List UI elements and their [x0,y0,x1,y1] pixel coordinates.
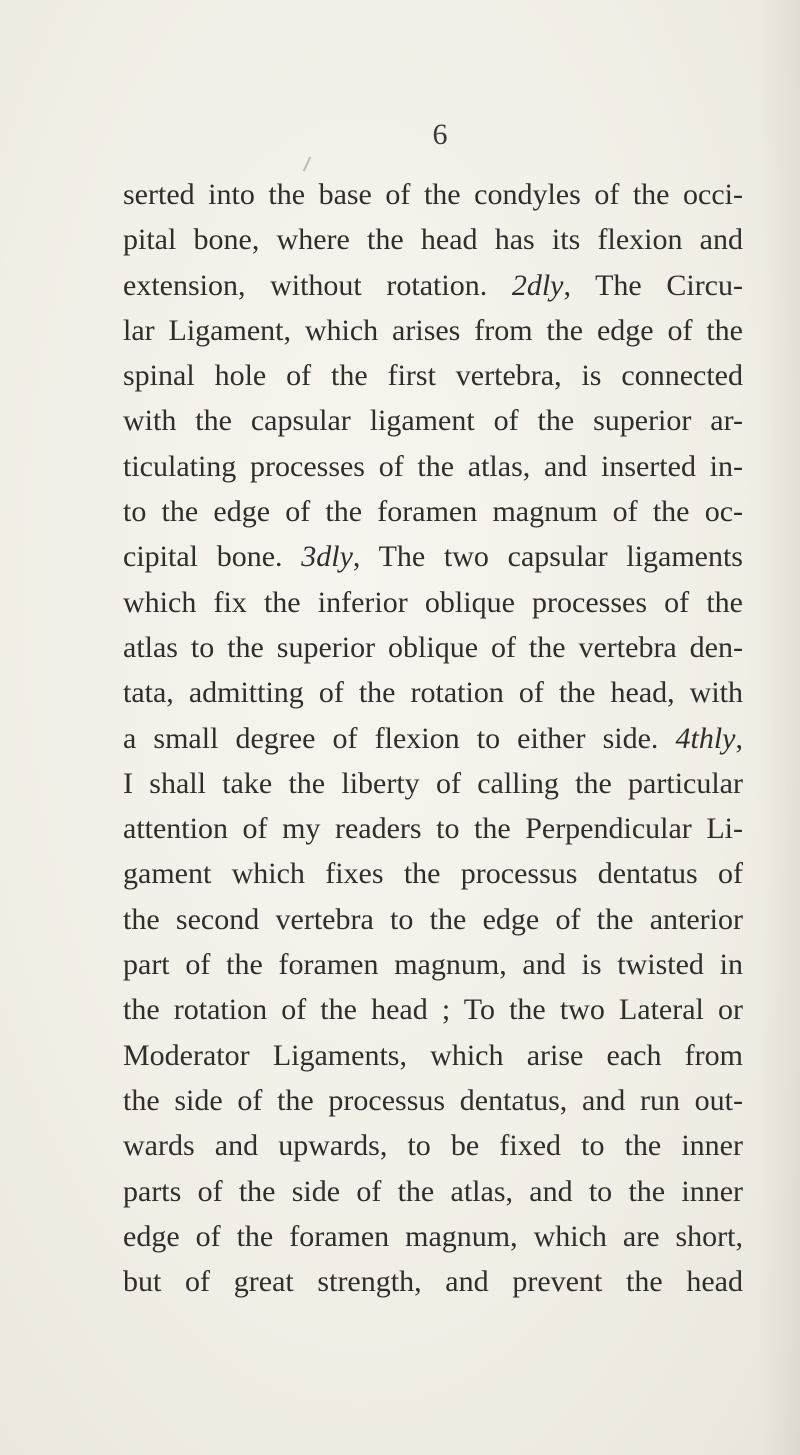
text-line [123,534,743,579]
text-line [123,625,743,670]
text-segment: extension, without rotation. [123,268,512,302]
text-line [123,942,743,987]
text-segment: , The two capsular ligaments [352,540,743,574]
text-segment: ticulating processes of the atlas, and inserted in- [123,449,743,483]
text-line [123,580,743,625]
page-edge-shadow [760,0,800,1455]
text-line [123,670,743,715]
text-line [123,263,743,308]
stray-ink-mark [303,156,312,171]
text-segment: wards and upwards, to be fixed to the inner [123,1129,743,1163]
text-segment: spinal hole of the first vertebra, is connected [123,359,743,393]
text-segment: with the capsular ligament of the superior ar- [123,404,743,438]
text-segment: which fix the inferior oblique processes of the [123,585,743,619]
text-line [123,1259,743,1304]
text-segment: the side of the processus dentatus, and run out- [123,1083,743,1117]
body-text [123,172,743,1304]
page-number: 6 [432,118,448,151]
text-line [123,353,743,398]
text-segment: serted into the base of the condyles of the occi- [123,178,743,211]
text-segment: pital bone, where the head has its flexion and [123,223,743,257]
text-segment: to the edge of the foramen magnum of the oc- [123,495,743,529]
text-segment: , [735,721,743,755]
text-line [123,444,743,489]
text-segment: gament which fixes the processus dentatus of [123,857,743,891]
text-line [123,217,743,262]
text-segment: part of the foramen magnum, and is twisted in [123,948,743,982]
text-segment: atlas to the superior oblique of the vertebra den- [123,630,743,664]
italic-ordinal: 2dly [511,268,564,302]
text-line [123,897,743,942]
text-segment: , The Circu- [563,268,743,302]
text-line [123,806,743,851]
italic-ordinal: 4thly [675,721,736,755]
text-segment: a small degree of flexion to either side. [123,721,676,755]
text-line [123,1123,743,1168]
text-line [123,716,743,761]
text-segment: the second vertebra to the edge of the anterior [123,902,743,936]
text-line [123,308,743,353]
text-segment: cipital bone. [123,540,302,574]
text-line [123,1078,743,1123]
text-line [123,851,743,896]
italic-ordinal: 3dly [301,540,353,574]
text-line [123,1214,743,1259]
text-segment: tata, admitting of the rotation of the head, with [123,676,743,710]
text-segment: lar Ligament, which arises from the edge of the [123,313,743,347]
text-line [123,172,743,217]
text-segment: edge of the foramen magnum, which are short, [123,1219,743,1253]
text-line [123,987,743,1032]
text-line [123,1033,743,1078]
text-segment: parts of the side of the atlas, and to the inner [123,1174,743,1208]
text-line [123,1169,743,1214]
text-segment: Moderator Ligaments, which arise each from [123,1038,743,1072]
text-line [123,489,743,534]
text-segment: attention of my readers to the Perpendicular Li- [123,812,743,846]
text-segment: but of great strength, and prevent the head [123,1265,743,1299]
text-segment: the rotation of the head ; To the two Lateral or [123,993,743,1027]
text-line [123,761,743,806]
text-line [123,398,743,443]
text-segment: I shall take the liberty of calling the particular [123,766,743,800]
